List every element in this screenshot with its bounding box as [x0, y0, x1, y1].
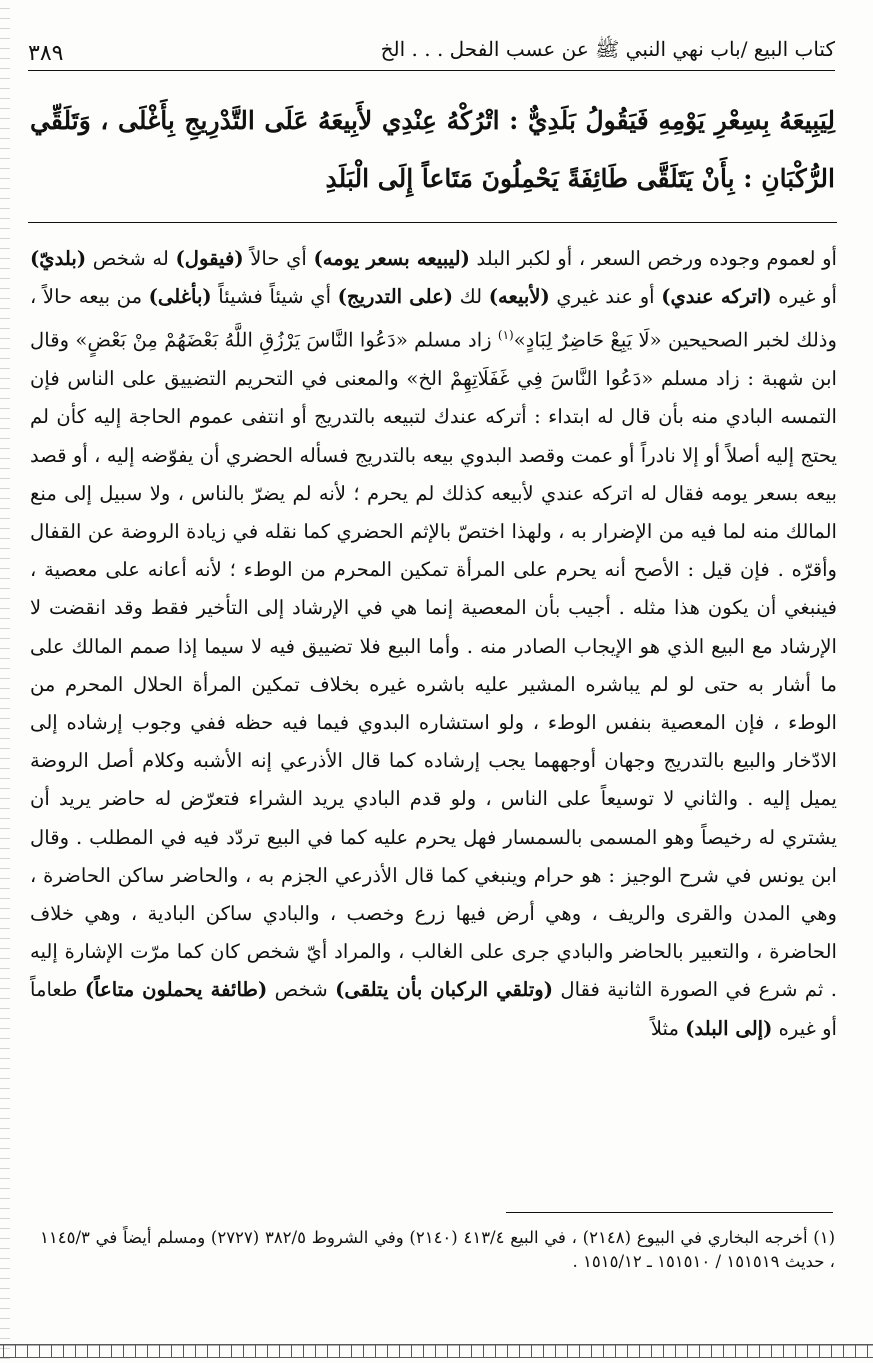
- commentary-text: زاد مسلم «دَعُوا النَّاسَ يَرْزُقِ اللَّهُ بَعْضَهُمْ مِنْ بَعْضٍ» وقال ابن شهبة : زاد مسلم «دَعُوا النَّاسَ فِي غَفَلَاتِهِمْ الخ» والمعنى في التحريم التضييق على الناس فإن التمسه البادي منه بأن قال له ابتداء : أتركه عندك لتبيعه بالتدريج أو انتفى عموم الحاجة إليه كأن لم يحتج إليه أصلاً أو إلا نادراً أو عمت وقصد البدوي بيعه بالتدريج فسأله الحضري أن يفوّضه إليه ، أو قصد بيعه بسعر يومه فقال له اتركه عندي لأبيعه كذلك لم يحرم ؛ لأنه لم يضرّ بالناس ، ولا سبيل إلى منع المالك منه لما فيه من الإضرار به ، ولهذا اختصّ بالإثم الحضري كما نقله في زيادة الروضة عن القفال وأقرّه . فإن قيل : الأصح أنه يحرم على المرأة تمكين المحرم من الوطء ؛ لأنه أعانه على معصية ، فينبغي أن يكون هذا مثله . أجيب بأن المعصية إنما هي في الإرشاد إلى التأخير فقط وقد انقضت لا الإرشاد مع البيع الذي هو الإيجاب الصادر منه . وأما البيع فلا تضييق فيه لا سيما إذا صمم المالك على ما أشار به حتى لو لم يباشره المشير عليه باشره غيره بخلاف تمكين المرأة الحلال المحرم من الوطء ، فإن المعصية بنفس الوطء ، ولو استشاره البدوي فيما فيه حظه ففي وجوب إرشاده إلى الادّخار والبيع بالتدريج وجهان أوجههما يجب إرشاده كما قال الأذرعي إنه الأشبه وكلام أصل الروضة يميل إليه . والثاني لا توسيعاً على الناس ، ولو قدم البادي يريد الشراء فتعرّض له حاضر يريد أن يشتري له رخيصاً وهو المسمى بالسمسار فهل يحرم عليه كما في البيع تردّد فيه في المطلب . وقال ابن يونس في شرح الوجيز : هو حرام وينبغي كما قال الأذرعي الجزم به ، والحاضر ساكن الحاضرة ، وهي المدن والقرى والريف ، وهي أرض فيها زرع وخصب ، والبادي ساكن البادية ، وهي خلاف الحاضرة ، والتعبير بالحاضر والبادي جرى على الغالب ، والمراد أيّ شخص كان كما مرّت الإشارة إليه . ثم شرع في الصورة الثانية فقال: [30, 328, 838, 1002]
- commentary-text: له شخص: [86, 247, 176, 270]
- matn-quote: (وتلقي الركبان بأن يتلقى): [335, 978, 554, 1002]
- page-edge-ornament: [0, 0, 10, 1363]
- matn-quote: (اتركه عندي): [661, 285, 772, 309]
- page-header: [28, 30, 835, 71]
- commentary-text: شخص: [267, 978, 336, 1002]
- commentary-text: أي حالاً: [243, 247, 314, 270]
- matn-quote: (بأغلى): [148, 285, 212, 309]
- running-title: كتاب البيع /باب نهي النبي ﷺ عن عسب الفحل . . . الخ: [380, 37, 835, 61]
- commentary-text: أو عند غيري: [549, 285, 662, 309]
- matn-separator: [28, 222, 837, 223]
- bottom-ornamental-border: [0, 1344, 873, 1358]
- matn-quote: (إلى البلد): [685, 1016, 773, 1040]
- commentary-paragraph: [30, 240, 837, 1048]
- matn-quote: (لأبيعه): [488, 285, 550, 309]
- commentary-text: أي شيئاً فشيئاً: [211, 285, 338, 309]
- matn-quote: (فيقول): [175, 247, 244, 270]
- matn-quote: (طائفة يحملون متاعاً): [84, 978, 268, 1002]
- page-number: ٣٨٩: [28, 41, 64, 66]
- commentary-body: [30, 240, 837, 1048]
- commentary-text: من بيعه حالاً ، وذلك لخبر الصحيحين «لَا يَبِعْ حَاضِرٌ لِبَادٍ»: [30, 285, 837, 352]
- commentary-text: طعاماً أو غيره: [30, 978, 837, 1040]
- footnote-reference[interactable]: (١): [497, 328, 514, 343]
- commentary-text: مثلاً: [650, 1016, 686, 1040]
- matn-text: لِيَبِيعَهُ بِسِعْرِ يَوْمِهِ فَيَقُولُ بَلَدِيٌّ : اتْرُكْهُ عِنْدِي لأَبِيعَهُ عَلَى التَّدْرِيجِ بِأَغْلَى ، وَتَلَقِّي الرُّكْبَانِ : بِأَنْ يَتَلَقَّى طَائِفَةً يَحْمِلُونَ مَتَاعاً إِلَى الْبَلَدِ: [30, 106, 835, 193]
- commentary-text: أو لعموم وجوده ورخص السعر ، أو لكبر البلد: [469, 247, 837, 270]
- matn-quote: (بلديّ): [30, 247, 87, 270]
- matn-quote: (على التدريج): [337, 285, 454, 309]
- footnote-separator: [506, 1212, 833, 1213]
- footnote: (١) أخرجه البخاري في البيوع (٢١٤٨) ، في البيع ٤١٣/٤ (٢١٤٠) وفي الشروط ٣٨٢/٥ (٢٧٢٧) ومسلم أيضاً في ١١٤٥/٣ ، حديث ١٥١٥١٩ / ١٥١٥١٠ ـ ١٥١٥/١٢ .: [40, 1228, 836, 1271]
- commentary-text: لك: [453, 285, 489, 309]
- matn-quote: (ليبيعه بسعر يومه): [313, 247, 470, 270]
- commentary-text: أو غيره: [771, 285, 837, 309]
